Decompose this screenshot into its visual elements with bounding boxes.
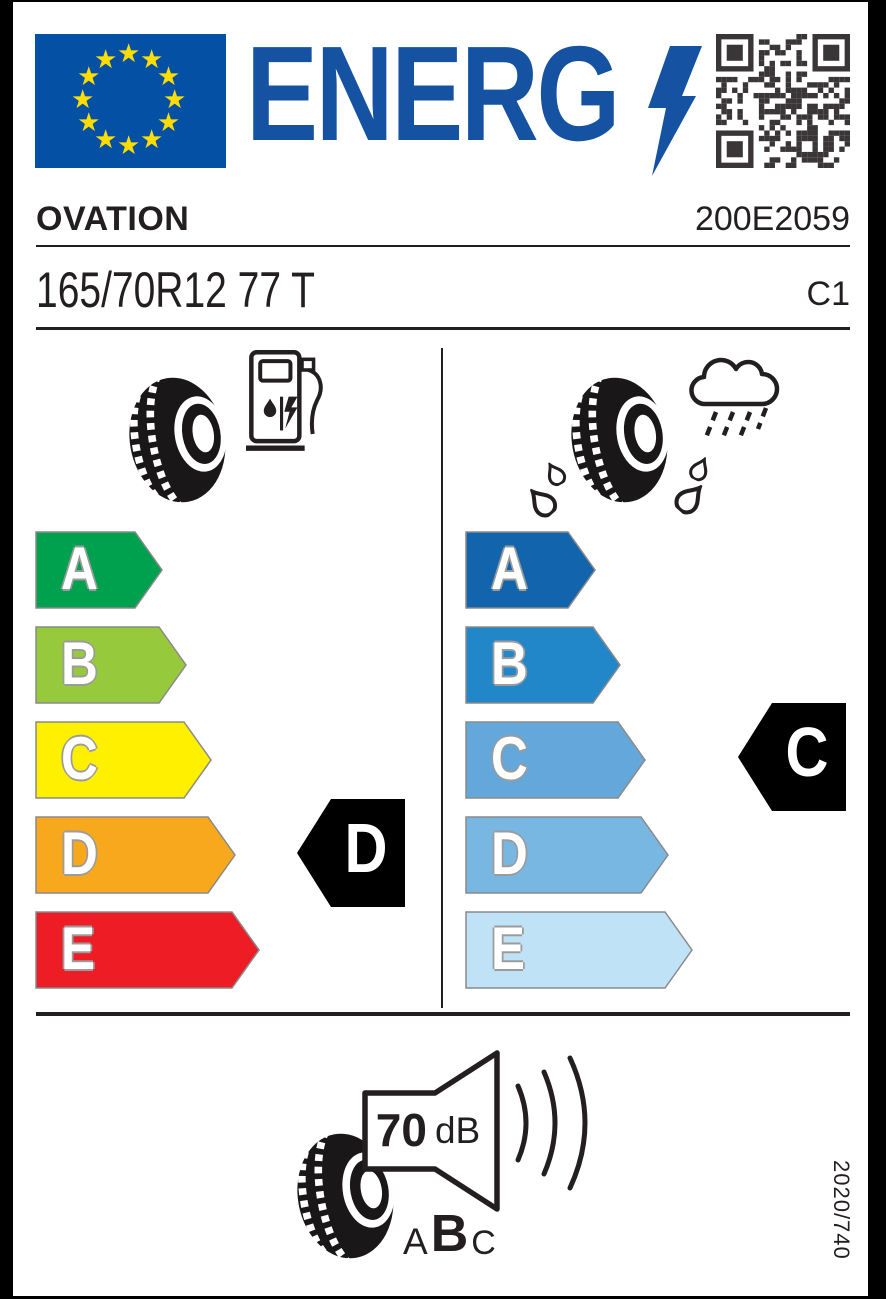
eu-star-icon: ★ <box>117 38 141 68</box>
fuel-efficiency-scale <box>35 531 335 988</box>
grade-arrow-e <box>35 911 261 989</box>
eu-star-icon: ★ <box>163 84 187 114</box>
noise-class-c: C <box>471 1224 496 1262</box>
size-divider <box>36 327 850 330</box>
regulation-reference: 2020/740 <box>829 1160 854 1260</box>
wet-grip-rating-letter: C <box>785 713 829 791</box>
header-divider <box>36 245 850 247</box>
grade-arrow-b <box>465 626 622 704</box>
grade-arrow-a <box>465 531 597 609</box>
grade-letter: C <box>491 725 528 792</box>
qr-code <box>716 34 850 168</box>
wet-grip-scale <box>465 531 765 988</box>
noise-db-value: 70 <box>375 1104 427 1156</box>
eu-star-icon: ★ <box>94 44 118 75</box>
tire-size-designation: 165/70R12 77 T <box>36 262 316 318</box>
grade-letter: B <box>61 630 98 697</box>
eu-flag-icon <box>35 34 226 168</box>
wet-grip-rating-badge <box>738 701 848 813</box>
label-border-top <box>0 0 886 2</box>
noise-db-unit: dB <box>434 1109 481 1151</box>
grade-arrow-b <box>35 626 188 704</box>
grade-arrow-c <box>35 721 213 799</box>
rain-cloud-icon <box>682 348 782 460</box>
lightning-bolt-icon <box>646 46 702 176</box>
eu-star-icon: ★ <box>77 107 101 137</box>
noise-class-a: A <box>403 1221 428 1262</box>
scales-vertical-divider <box>441 348 443 1008</box>
grade-letter: E <box>61 915 96 982</box>
noise-class-b: B <box>430 1205 469 1263</box>
grade-arrow-a <box>35 531 164 609</box>
grade-letter: D <box>61 820 98 887</box>
grade-letter: E <box>491 915 526 982</box>
noise-class-letters <box>403 1205 496 1263</box>
eu-star-icon: ★ <box>77 61 101 91</box>
tire-icon <box>126 366 240 512</box>
eu-star-icon: ★ <box>140 123 164 154</box>
eu-star-icon: ★ <box>117 130 141 160</box>
eu-star-icon: ★ <box>71 84 95 114</box>
grade-letter: C <box>61 725 98 792</box>
grade-letter: B <box>491 630 528 697</box>
fuel-rating-badge <box>297 797 407 909</box>
energ-wordmark: ENERG <box>246 18 619 169</box>
eu-star-icon: ★ <box>140 44 164 75</box>
grade-letter: A <box>61 535 98 602</box>
sound-waves-icon <box>506 1048 598 1198</box>
noise-level <box>367 1098 489 1162</box>
label-border-left <box>0 0 13 1299</box>
grade-letter: A <box>491 535 528 602</box>
grade-arrow-e <box>465 911 694 989</box>
tire-icon <box>568 366 682 512</box>
fuel-rating-letter: D <box>344 809 388 887</box>
tire-class: C1 <box>806 275 850 313</box>
grade-arrow-c <box>465 721 647 799</box>
label-border-right <box>868 0 886 1299</box>
fuel-pump-icon <box>246 348 326 456</box>
eu-star-icon: ★ <box>94 123 118 154</box>
grade-arrow-d <box>465 816 670 894</box>
supplier-reference: 200E2059 <box>694 200 850 238</box>
noise-section-divider <box>36 1012 850 1016</box>
brand-name: OVATION <box>36 200 190 238</box>
grade-arrow-d <box>35 816 237 894</box>
eu-star-icon: ★ <box>156 61 181 91</box>
grade-letter: D <box>491 820 528 887</box>
eu-star-icon: ★ <box>156 107 181 137</box>
